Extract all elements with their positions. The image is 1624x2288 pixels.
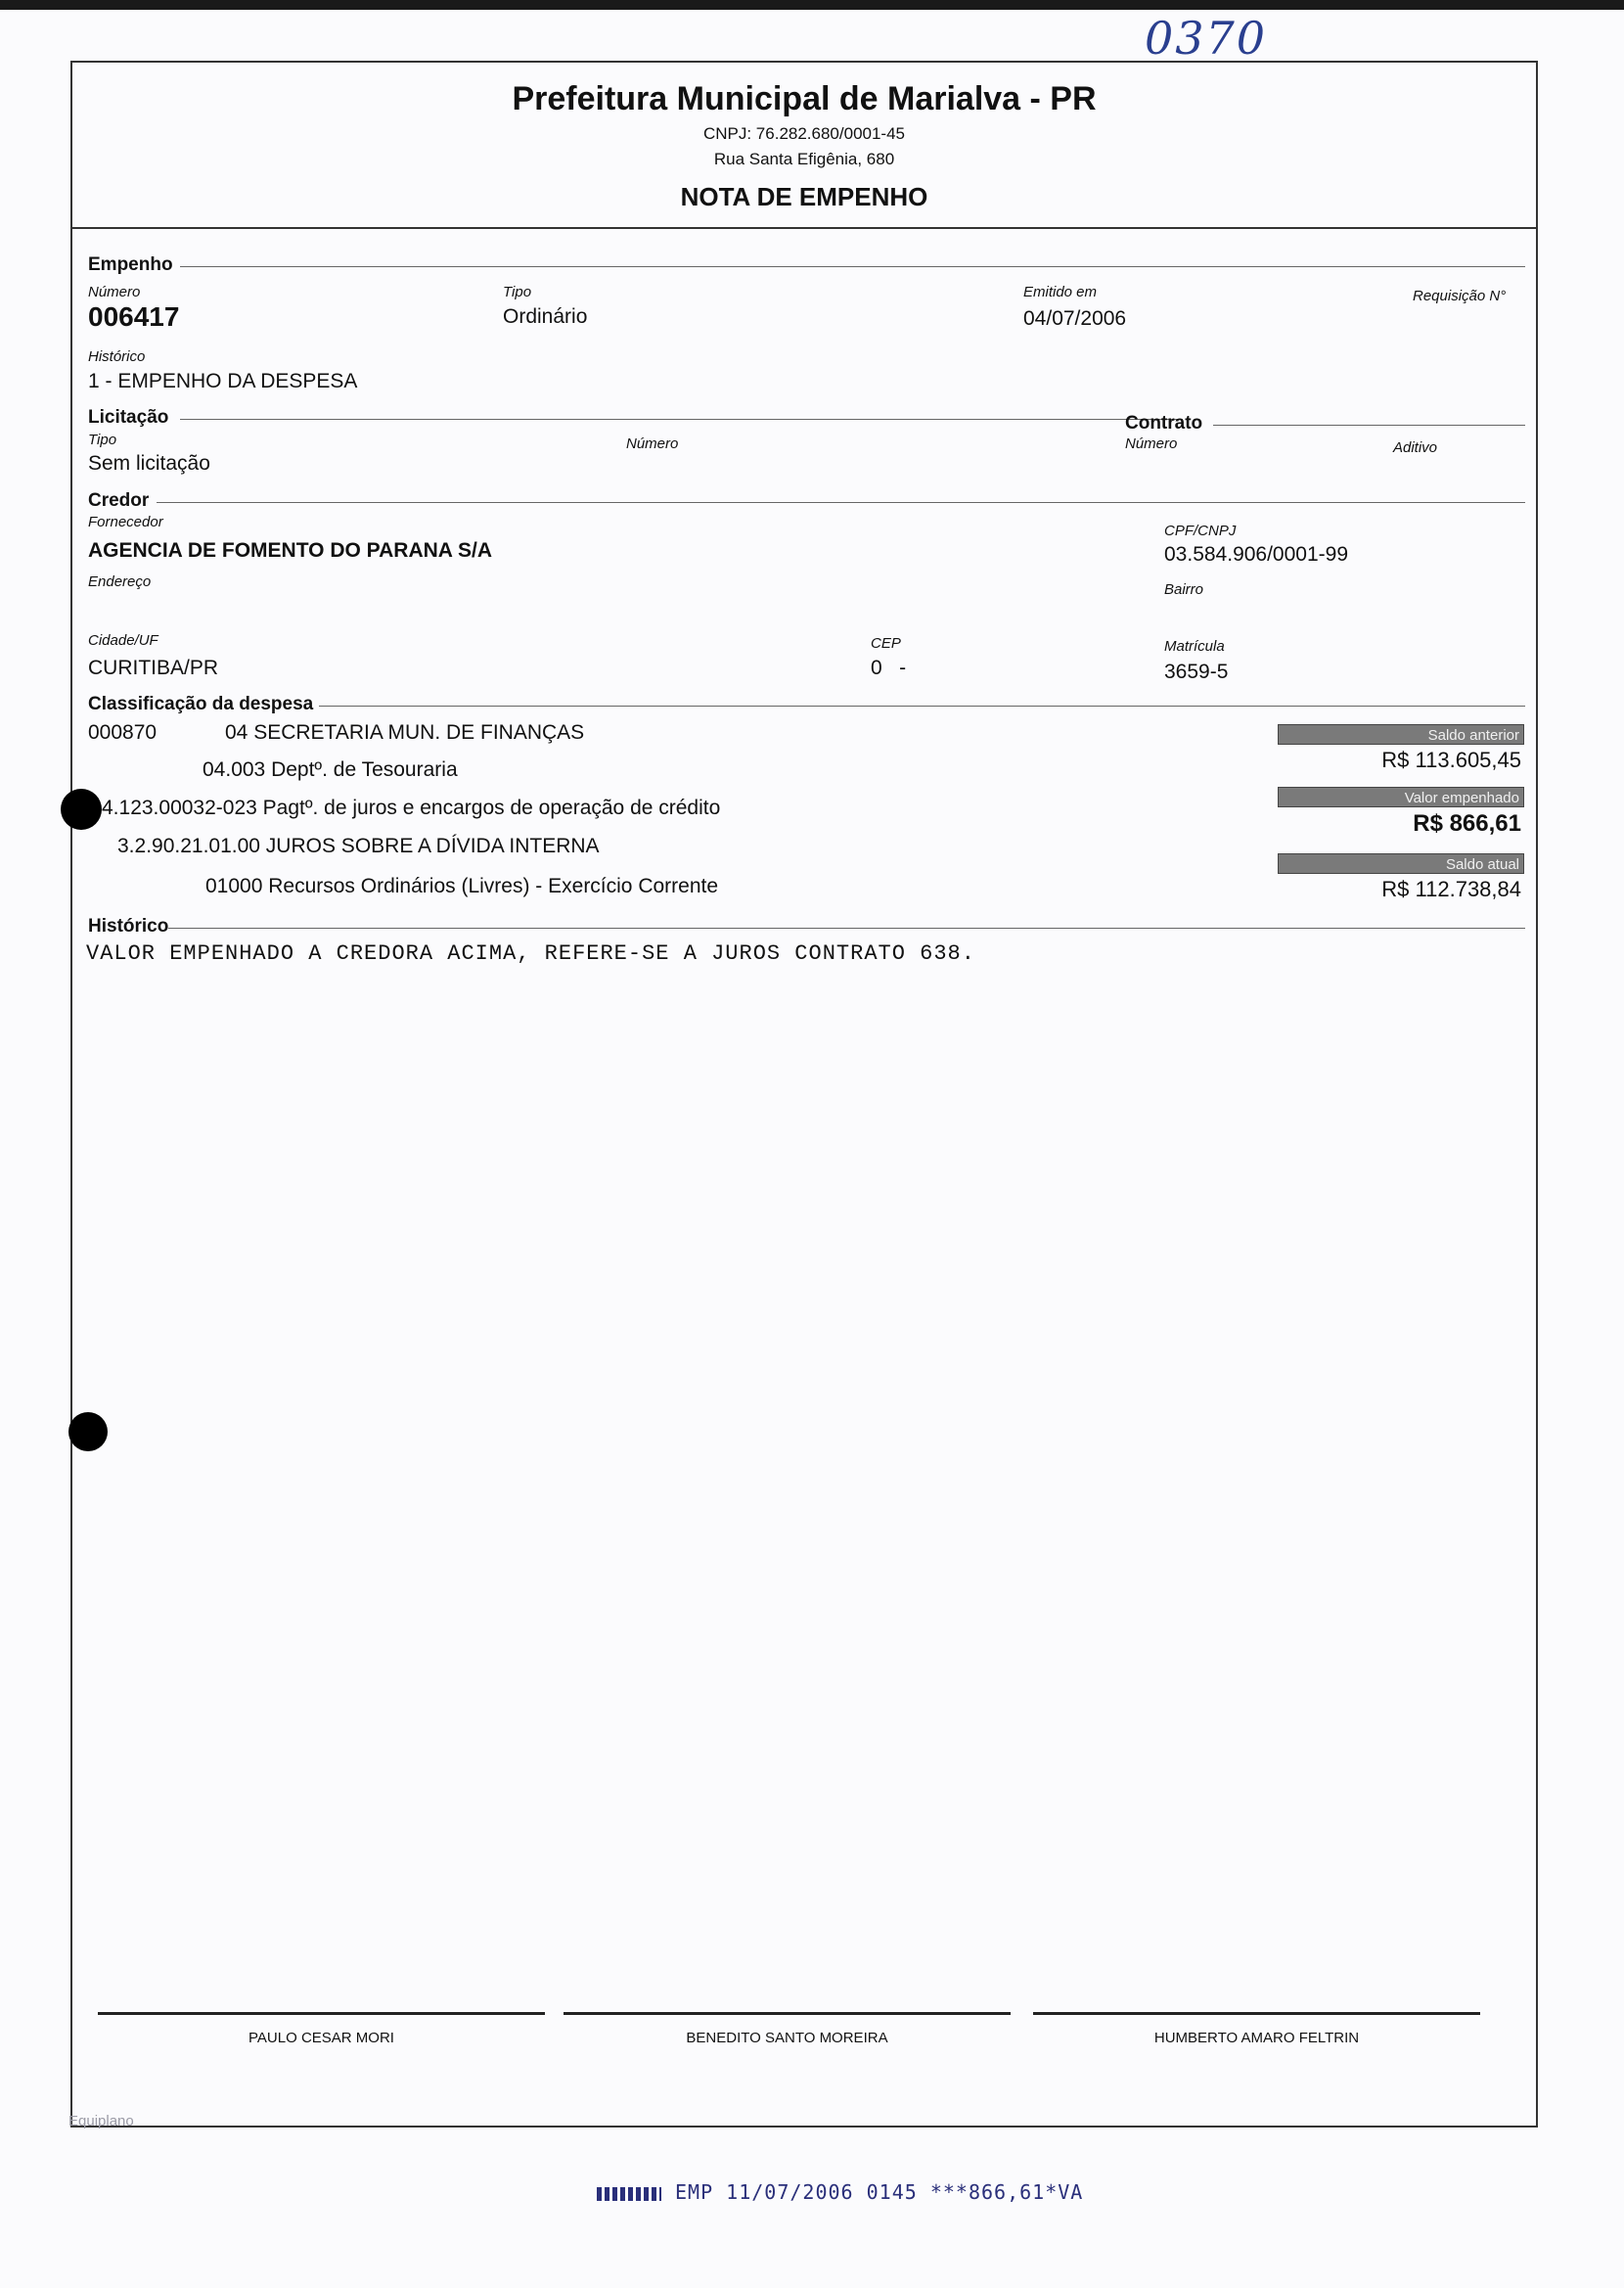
credor-section-title: Credor (88, 490, 150, 511)
historico-text: VALOR EMPENHADO A CREDORA ACIMA, REFERE-SE A JUROS CONTRATO 638. (86, 941, 975, 966)
empenho-historico-label: Histórico (88, 348, 146, 365)
cidade-label: Cidade/UF (88, 632, 158, 649)
scan-edge (0, 0, 1624, 10)
signature-line-2 (564, 2012, 1011, 2015)
handwritten-page-number: 0370 (1145, 12, 1268, 65)
saldo-anterior-value: R$ 113.605,45 (1381, 748, 1521, 772)
document-title: NOTA DE EMPENHO (680, 182, 928, 211)
signature-line-1 (98, 2012, 545, 2015)
cpf-cnpj-value: 03.584.906/0001-99 (1164, 543, 1349, 566)
empenho-tipo: Ordinário (503, 305, 588, 328)
print-stamp-text: EMP 11/07/2006 0145 ***866,61*VA (675, 2180, 1084, 2204)
matricula-value: 3659-5 (1164, 661, 1229, 683)
licitacao-numero-label: Número (626, 435, 679, 452)
licitacao-tipo-label: Tipo (88, 432, 117, 448)
saldo-atual-bar: Saldo atual (1278, 853, 1524, 874)
cep-label: CEP (871, 635, 901, 652)
empenho-historico: 1 - EMPENHO DA DESPESA (88, 370, 358, 392)
signature-name-3: HUMBERTO AMARO FELTRIN (1153, 2030, 1360, 2046)
empenho-tipo-label: Tipo (503, 284, 532, 300)
licitacao-section-title: Licitação (88, 407, 169, 428)
cidade-value: CURITIBA/PR (88, 657, 219, 679)
header-cnpj: CNPJ: 76.282.680/0001-45 (702, 124, 906, 143)
emitido-date: 04/07/2006 (1023, 307, 1127, 330)
header-divider (72, 227, 1536, 229)
valor-empenhado-value: R$ 866,61 (1413, 810, 1521, 837)
contrato-numero-label: Número (1125, 435, 1178, 452)
matricula-label: Matrícula (1164, 638, 1225, 655)
empenho-rule (180, 266, 1525, 267)
requisicao-label: Requisição N° (1413, 288, 1507, 304)
empenho-numero: 006417 (88, 301, 180, 332)
header-address: Rua Santa Efigênia, 680 (713, 150, 895, 168)
empenho-numero-label: Número (88, 284, 141, 300)
classificacao-elemento: 3.2.90.21.01.00 JUROS SOBRE A DÍVIDA INTERNA (117, 835, 600, 857)
fornecedor-label: Fornecedor (88, 514, 163, 530)
contrato-rule (1213, 425, 1525, 426)
saldo-atual-value: R$ 112.738,84 (1381, 877, 1521, 901)
saldo-anterior-bar: Saldo anterior (1278, 724, 1524, 745)
licitacao-tipo: Sem licitação (88, 452, 210, 475)
punch-hole-bottom (68, 1412, 108, 1451)
classificacao-code: 000870 (88, 721, 158, 744)
classificacao-unidade: 04.003 Deptº. de Tesouraria (203, 758, 458, 781)
signature-name-2: BENEDITO SANTO MOREIRA (686, 2030, 888, 2046)
classificacao-orgao: 04 SECRETARIA MUN. DE FINANÇAS (225, 721, 585, 744)
page-title: Prefeitura Municipal de Marialva - PR (512, 80, 1097, 117)
classificacao-funcional: 4.123.00032-023 Pagtº. de juros e encargos de operação de crédito (102, 797, 721, 819)
cep-value: 0 - (871, 657, 907, 679)
classificacao-rule (319, 706, 1525, 707)
fornecedor-name: AGENCIA DE FOMENTO DO PARANA S/A (88, 539, 493, 562)
footer-brand: Equiplano (68, 2113, 134, 2129)
contrato-aditivo-label: Aditivo (1393, 439, 1438, 456)
valor-empenhado-bar: Valor empenhado (1278, 787, 1524, 807)
print-stamp (597, 2180, 1083, 2204)
classificacao-section-title: Classificação da despesa (88, 694, 314, 714)
credor-rule (157, 502, 1525, 503)
contrato-section-title: Contrato (1125, 413, 1203, 434)
licitacao-rule (180, 419, 1183, 420)
document-frame (70, 61, 1538, 2128)
barcode-icon (597, 2187, 661, 2201)
punch-hole-top (61, 789, 102, 830)
signature-name-1: PAULO CESAR MORI (248, 2030, 394, 2046)
cpf-cnpj-label: CPF/CNPJ (1164, 523, 1237, 539)
bairro-label: Bairro (1164, 581, 1204, 598)
historico-section-title: Histórico (88, 916, 169, 937)
endereco-label: Endereço (88, 573, 152, 590)
emitido-label: Emitido em (1023, 284, 1098, 300)
empenho-section-title: Empenho (88, 254, 173, 275)
signature-line-3 (1033, 2012, 1480, 2015)
historico-rule (168, 928, 1525, 929)
classificacao-recurso: 01000 Recursos Ordinários (Livres) - Exercício Corrente (205, 875, 719, 897)
